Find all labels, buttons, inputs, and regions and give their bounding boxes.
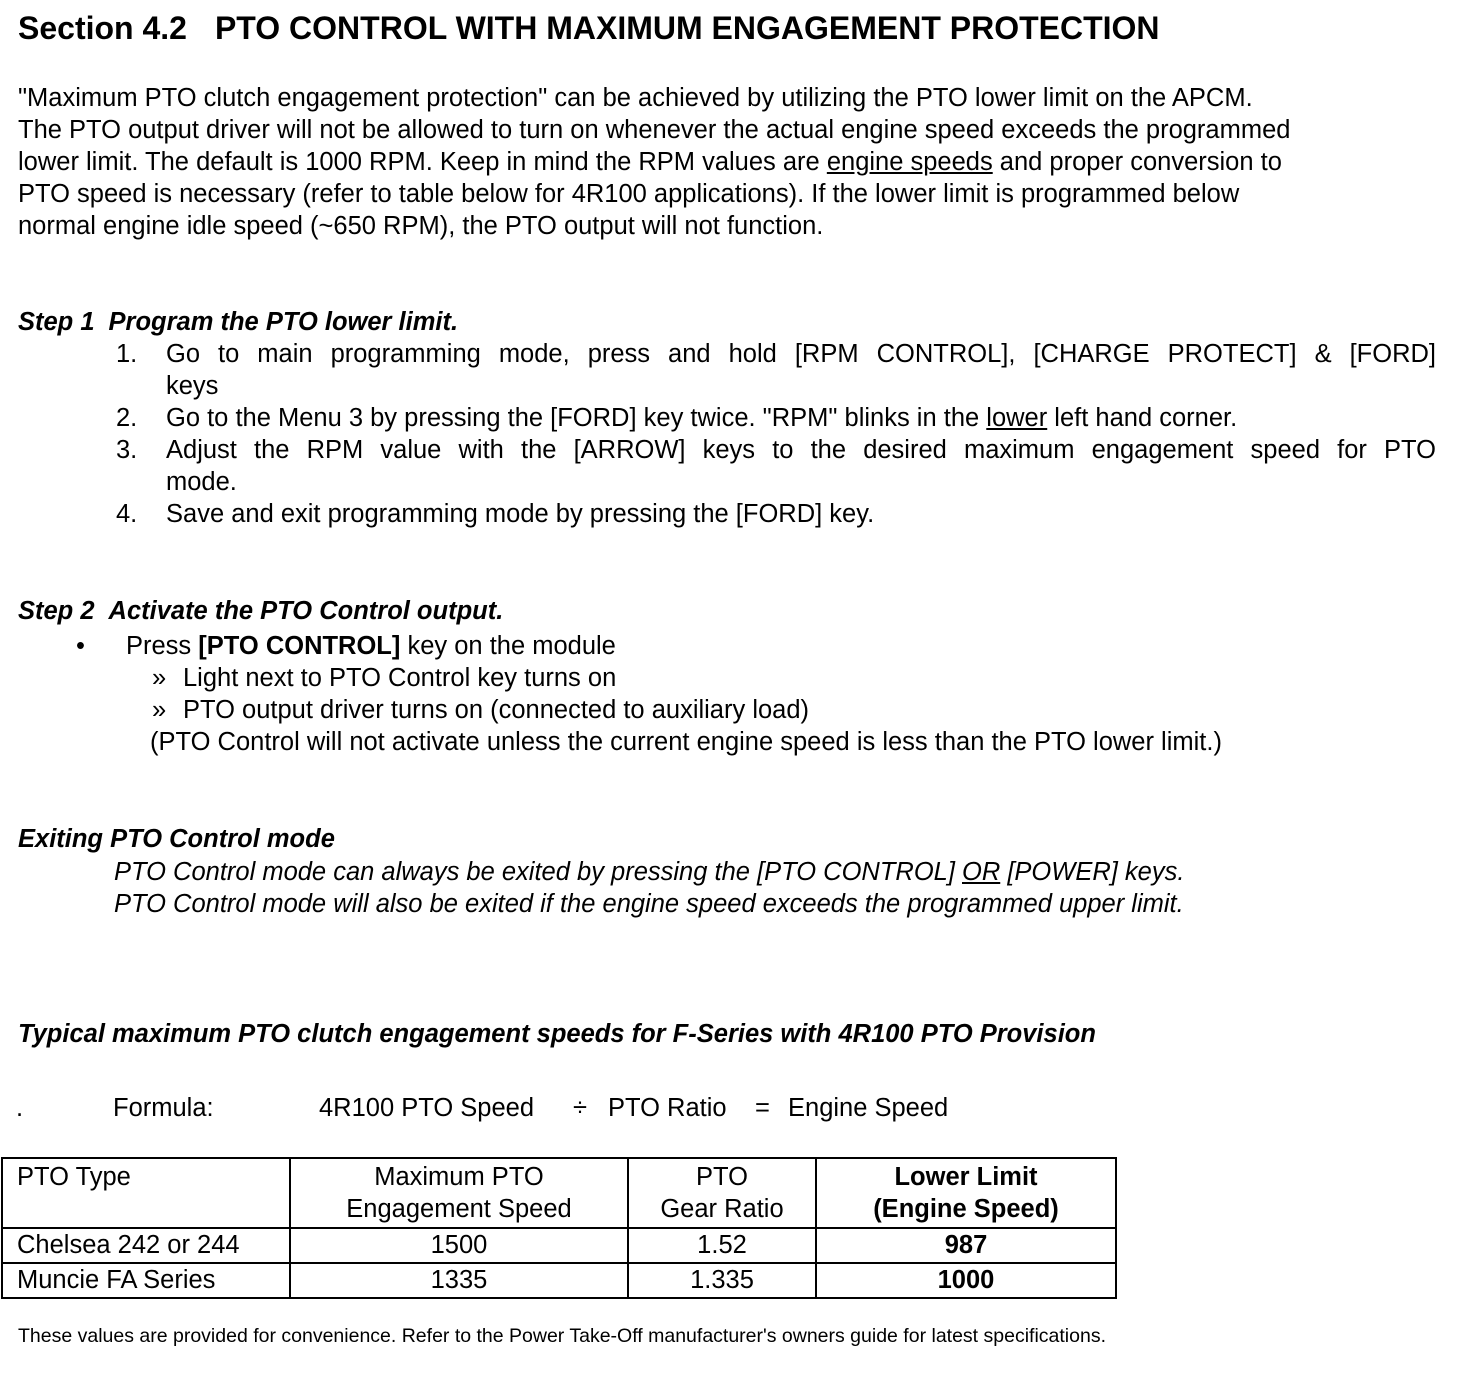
intro-emphasis: engine speeds xyxy=(826,148,993,176)
bullet-icon: • xyxy=(76,632,85,660)
exiting-line-2: PTO Control mode will also be exited if the engine speed exceeds the programmed upper limit. xyxy=(114,890,1184,918)
step2-title: Activate the PTO Control output. xyxy=(108,597,504,625)
step1-item-number: 2. xyxy=(116,404,138,432)
intro-text: lower limit. The default is 1000 RPM. Keep in mind the RPM values are xyxy=(18,148,827,176)
step1-title: Program the PTO lower limit. xyxy=(108,308,459,336)
formula-dot: . xyxy=(16,1094,24,1122)
intro-line-5: normal engine idle speed (~650 RPM), the PTO output will not function. xyxy=(18,212,824,240)
header-line: Maximum PTO xyxy=(374,1163,544,1191)
footnote: These values are provided for convenience. Refer to the Power Take-Off manufacturer's owners guide for latest specifications. xyxy=(18,1325,1106,1347)
header-line: PTO Type xyxy=(17,1163,131,1191)
step1-item-3-line1: Adjust the RPM value with the [ARROW] keys to the desired maximum engagement speed for PTO xyxy=(166,436,1436,464)
step1-item-4: Save and exit programming mode by pressing the [FORD] key. xyxy=(166,500,875,528)
step1-label: Step 1 xyxy=(18,308,95,336)
table-header-row xyxy=(2,1158,1116,1228)
step1-item-3-line2: mode. xyxy=(166,468,237,496)
step1-item-2-text: left hand corner. xyxy=(1047,404,1238,432)
step2-heading xyxy=(18,597,503,626)
exiting-text: [POWER] keys. xyxy=(1000,858,1185,886)
ratio-cell: 1.52 xyxy=(628,1228,816,1263)
formula-label: Formula: xyxy=(113,1094,214,1122)
step1-item-1-line1: Go to main programming mode, press and hold [RPM CONTROL], [CHARGE PROTECT] & [FORD] xyxy=(166,340,1436,368)
header-cell xyxy=(628,1158,816,1228)
section-heading xyxy=(18,10,1160,47)
step2-press-line xyxy=(126,632,616,661)
step1-item-number: 4. xyxy=(116,500,138,528)
intro-line-4: PTO speed is necessary (refer to table below for 4R100 applications). If the lower limit is programmed below xyxy=(18,180,1240,208)
formula-part-3: Engine Speed xyxy=(788,1094,949,1122)
intro-text: and proper conversion to xyxy=(992,148,1282,176)
section-title: PTO CONTROL WITH MAXIMUM ENGAGEMENT PROTECTION xyxy=(214,10,1160,46)
header-cell xyxy=(2,1158,290,1228)
header-cell xyxy=(816,1158,1116,1228)
section-number: Section 4.2 xyxy=(18,10,187,46)
ratio-cell: 1.335 xyxy=(628,1263,816,1298)
step1-item-2 xyxy=(166,404,1237,433)
header-line: Lower Limit xyxy=(894,1163,1038,1191)
max-speed-cell: 1335 xyxy=(290,1263,628,1298)
header-line: (Engine Speed) xyxy=(873,1195,1059,1223)
lower-limit-cell: 987 xyxy=(816,1228,1116,1263)
step1-item-2-text: Go to the Menu 3 by pressing the [FORD] key twice. "RPM" blinks in the xyxy=(166,404,987,432)
lower-limit-cell: 1000 xyxy=(816,1263,1116,1298)
pto-type-cell: Muncie FA Series xyxy=(2,1263,290,1298)
step1-heading xyxy=(18,308,458,337)
intro-line-2: The PTO output driver will not be allowed to turn on whenever the actual engine speed exceeds the programmed xyxy=(18,116,1291,144)
step1-item-1-line2: keys xyxy=(166,372,219,400)
formula-part-2: PTO Ratio xyxy=(608,1094,727,1122)
header-cell xyxy=(290,1158,628,1228)
exiting-heading: Exiting PTO Control mode xyxy=(18,825,335,853)
step2-label: Step 2 xyxy=(18,597,95,625)
step1-item-number: 1. xyxy=(116,340,138,368)
sub-bullet-icon: » xyxy=(152,696,167,724)
divide-icon: ÷ xyxy=(573,1094,587,1122)
intro-line-3 xyxy=(18,146,1282,178)
pto-control-key-label: [PTO CONTROL] xyxy=(198,632,401,660)
header-line: Gear Ratio xyxy=(660,1195,784,1223)
sub-bullet-icon: » xyxy=(152,664,167,692)
pto-speed-table xyxy=(1,1157,1117,1299)
header-line: PTO xyxy=(696,1163,748,1191)
step2-sub-1: Light next to PTO Control key turns on xyxy=(183,664,617,692)
equals-icon: = xyxy=(755,1094,770,1122)
typical-heading: Typical maximum PTO clutch engagement speeds for F-Series with 4R100 PTO Provision xyxy=(18,1020,1096,1048)
exiting-emphasis: OR xyxy=(962,858,1001,886)
exiting-line-1 xyxy=(114,858,1184,887)
max-speed-cell: 1500 xyxy=(290,1228,628,1263)
step2-text: Press xyxy=(126,632,199,660)
step1-item-number: 3. xyxy=(116,436,138,464)
step1-item-2-emphasis: lower xyxy=(986,404,1048,432)
header-line: Engagement Speed xyxy=(346,1195,572,1223)
intro-line-1: "Maximum PTO clutch engagement protection" can be achieved by utilizing the PTO lower limit on the APCM. xyxy=(18,84,1253,112)
exiting-text: PTO Control mode can always be exited by pressing the [PTO CONTROL] xyxy=(114,858,962,886)
table-row xyxy=(2,1228,1116,1263)
table-row xyxy=(2,1263,1116,1298)
step2-note: (PTO Control will not activate unless the current engine speed is less than the PTO lower limit.) xyxy=(150,728,1222,756)
step2-sub-2: PTO output driver turns on (connected to auxiliary load) xyxy=(183,696,810,724)
formula-part-1: 4R100 PTO Speed xyxy=(319,1094,535,1122)
pto-type-cell: Chelsea 242 or 244 xyxy=(2,1228,290,1263)
step2-text: key on the module xyxy=(400,632,616,660)
